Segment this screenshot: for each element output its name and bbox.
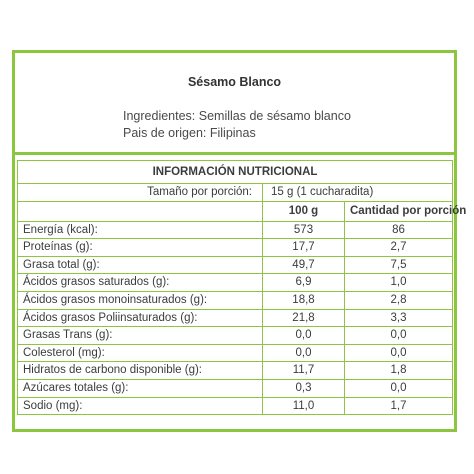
value-100g: 0,0 xyxy=(263,344,345,362)
value-100g: 0,0 xyxy=(263,327,345,345)
value-100g: 49,7 xyxy=(263,256,345,274)
table-row xyxy=(18,344,453,362)
value-100g: 18,8 xyxy=(263,291,345,309)
value-portion: 2,8 xyxy=(345,291,453,309)
value-100g: 0,3 xyxy=(263,379,345,397)
column-header-blank xyxy=(18,201,263,221)
nutrient-label: Azúcares totales (g): xyxy=(18,379,263,397)
nutrient-label: Proteínas (g): xyxy=(18,239,263,257)
serving-label: Tamaño por porción: xyxy=(18,184,263,202)
table-row xyxy=(18,327,453,345)
table-row xyxy=(18,221,453,239)
nutrient-label: Grasa total (g): xyxy=(18,256,263,274)
value-portion: 3,3 xyxy=(345,309,453,327)
nutrient-label: Ácidos grasos Poliinsaturados (g): xyxy=(18,309,263,327)
product-info xyxy=(123,108,351,142)
table-row xyxy=(18,239,453,257)
table-row xyxy=(18,309,453,327)
value-100g: 17,7 xyxy=(263,239,345,257)
value-portion: 1,0 xyxy=(345,274,453,292)
value-portion: 7,5 xyxy=(345,256,453,274)
value-portion: 0,0 xyxy=(345,344,453,362)
table-row xyxy=(18,291,453,309)
value-100g: 21,8 xyxy=(263,309,345,327)
nutrient-label: Hidratos de carbono disponible (g): xyxy=(18,362,263,380)
value-portion: 1,7 xyxy=(345,397,453,415)
value-100g: 6,9 xyxy=(263,274,345,292)
nutrient-label: Grasas Trans (g): xyxy=(18,327,263,345)
serving-value: 15 g (1 cucharadita) xyxy=(263,184,453,202)
ingredients-line: Ingredientes: Semillas de sésamo blanco xyxy=(123,109,351,123)
product-title: Sésamo Blanco xyxy=(187,75,282,89)
column-header-portion: Cantidad por porción xyxy=(345,201,453,221)
table-row xyxy=(18,274,453,292)
value-100g: 11,0 xyxy=(263,397,345,415)
nutrient-label: Colesterol (mg): xyxy=(18,344,263,362)
nutrient-label: Sodio (mg): xyxy=(18,397,263,415)
value-portion: 0,0 xyxy=(345,379,453,397)
value-portion: 1,8 xyxy=(345,362,453,380)
column-header-100g: 100 g xyxy=(263,201,345,221)
table-heading-row xyxy=(18,161,453,184)
value-100g: 573 xyxy=(263,221,345,239)
nutrient-label: Energía (kcal): xyxy=(18,221,263,239)
origin-line: Pais de origen: Filipinas xyxy=(123,126,256,140)
value-100g: 11,7 xyxy=(263,362,345,380)
value-portion: 86 xyxy=(345,221,453,239)
table-row xyxy=(18,256,453,274)
table-heading: INFORMACIÓN NUTRICIONAL xyxy=(18,161,453,184)
value-portion: 2,7 xyxy=(345,239,453,257)
divider xyxy=(15,152,454,155)
column-header-row xyxy=(18,201,453,221)
value-portion: 0,0 xyxy=(345,327,453,345)
nutrition-table xyxy=(17,160,467,415)
serving-row xyxy=(18,184,453,202)
table-row xyxy=(18,379,453,397)
nutrition-card xyxy=(12,50,467,432)
table-row xyxy=(18,362,453,380)
table-row xyxy=(18,397,453,415)
nutrient-label: Ácidos grasos monoinsaturados (g): xyxy=(18,291,263,309)
nutrient-label: Ácidos grasos saturados (g): xyxy=(18,274,263,292)
